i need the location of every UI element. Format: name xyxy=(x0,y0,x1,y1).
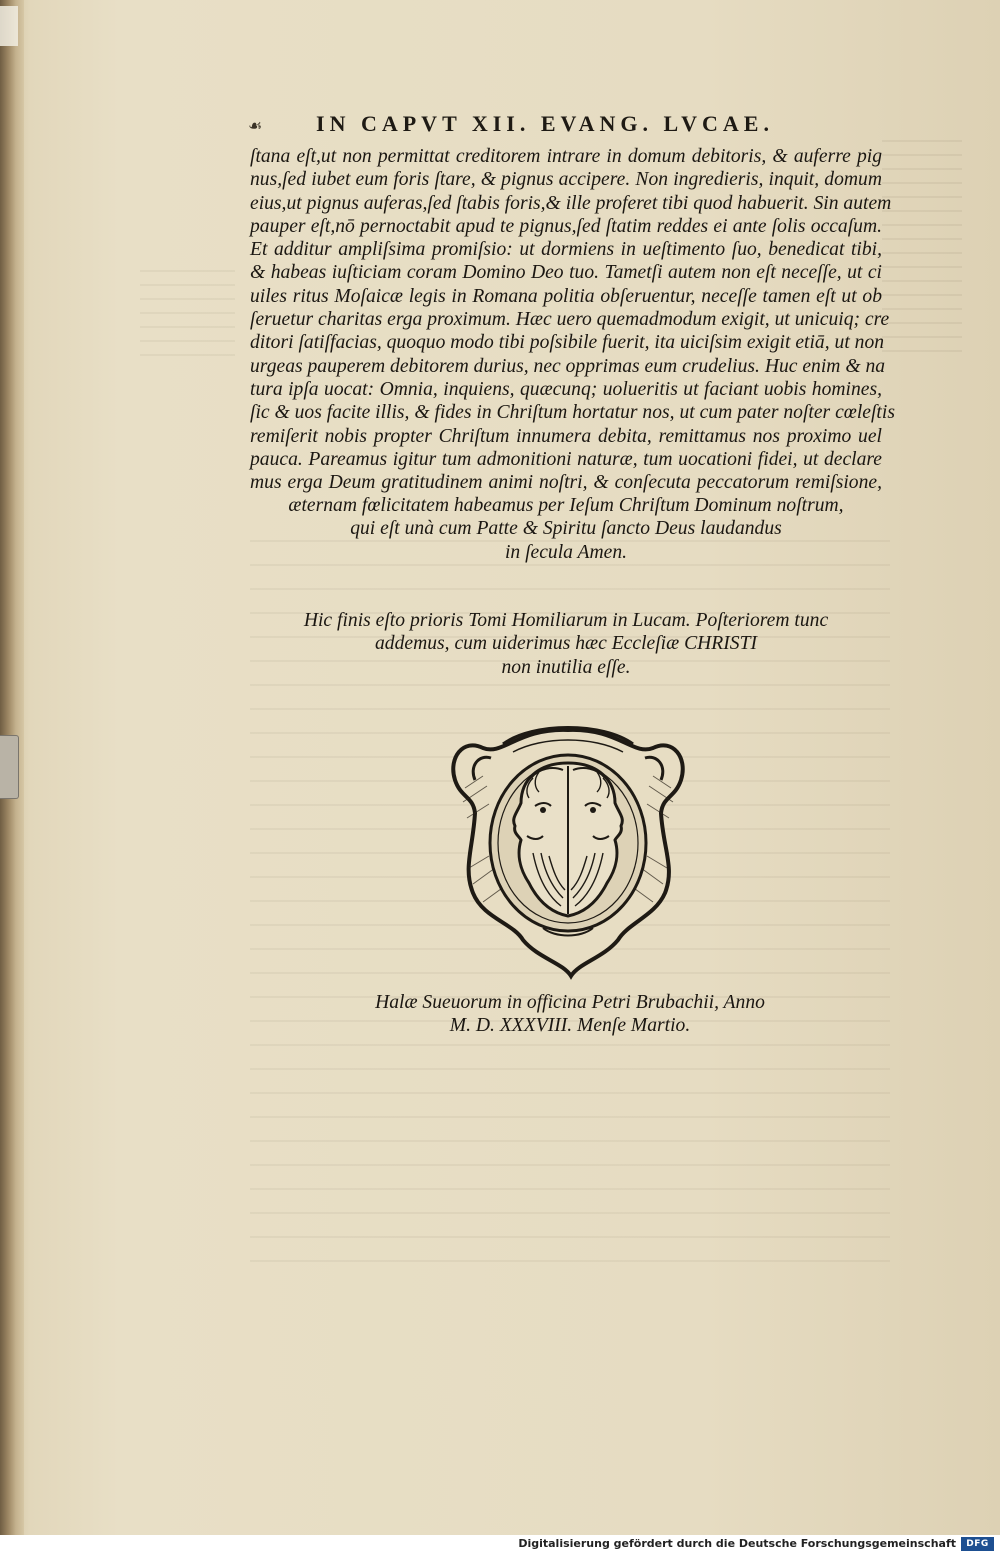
tape-strip xyxy=(0,6,18,46)
text-line: æternam fœlicitatem habeamus per Ieſum Chriſtum Dominum noſtrum, xyxy=(288,495,844,516)
text-line: remiſerit nobis propter Chriſtum innumera debita, remittamus nos proximo uel xyxy=(250,425,882,447)
text-line: uiles ritus Moſaicæ legis in Romana politia obſeruentur, neceſſe tamen eſt ut ob xyxy=(250,285,882,307)
text-line: in ſecula Amen. xyxy=(504,541,628,563)
bleed-through-margin-notes xyxy=(882,140,962,360)
colophon xyxy=(250,609,882,679)
printers-device-woodcut xyxy=(443,718,693,980)
text-line: ſeruetur charitas erga proximum. Hæc uero quemadmodum exigit, ut unicuiq; cre xyxy=(250,309,890,331)
funding-credit: Digitalisierung gefördert durch die Deutsche Forschungsgemeinschaft xyxy=(518,1537,956,1550)
imprint xyxy=(340,991,800,1038)
text-line: urgeas pauperem debitorem durius, nec opprimas eum crudelius. Huc enim & na xyxy=(250,355,886,377)
text-line: pauca. Pareamus igitur tum admonitioni naturæ, tum uocationi fidei, ut declare xyxy=(250,448,882,470)
text-line: pauper eſt,nō pernoctabit apud te pignus,ſed ſtatim reddes ei ante ſolis occaſum. xyxy=(250,215,882,237)
text-line: addemus, cum uiderimus hæc Eccleſiæ CHRISTI xyxy=(374,633,758,655)
text-line: Halæ Sueuorum in officina Petri Brubachii, Anno xyxy=(375,992,765,1013)
text-line: & habeas iuſticiam coram Domino Deo tuo. Tametſi autem non eſt neceſſe, ut ci xyxy=(250,262,882,284)
text-line: mus erga Deum gratitudinem animi noſtri, & conſecuta peccatorum remiſsione, xyxy=(250,472,882,494)
text-line: nus,ſed iubet eum foris ſtare, & pignus accipere. Non ingredieris, inquit, domum xyxy=(250,169,882,191)
text-line: Et additur ampliſsima promiſsio: ut dormiens in ueſtimento ſuo, benedicat tibi, xyxy=(250,239,882,261)
text-line: qui eſt unà cum Patte & Spiritu ſancto Deus laudandus xyxy=(350,518,782,540)
text-line: M. D. XXXVIII. Menſe Martio. xyxy=(449,1015,691,1037)
body-text xyxy=(250,145,895,494)
text-line: Hic finis eſto prioris Tomi Homiliarum in Lucam. Poſteriorem tunc xyxy=(303,610,829,631)
bleed-through-margin-notes-left xyxy=(140,270,235,360)
closing-prayer xyxy=(250,494,882,564)
text-line: eius,ut pignus auferas,ſed ſtabis foris,& ille proferet tibi quod habuerit. Sin autem xyxy=(250,192,892,214)
text-line: non inutilia eſſe. xyxy=(501,656,631,678)
page-clip xyxy=(0,735,19,799)
text-line: ſtana eſt,ut non permittat creditorem intrare in domum debitoris, & auferre pig xyxy=(250,146,882,167)
running-head: IN CAPVT XII. EVANG. LVCAE. xyxy=(316,111,774,136)
text-line: tura ipſa uocat: Omnia, inquiens, quæcunq; uolueritis ut faciant uobis homines, xyxy=(250,378,882,400)
dfg-logo: DFG xyxy=(961,1537,994,1551)
ornament-mark: ☙ xyxy=(248,118,263,135)
digitization-footer xyxy=(0,1535,1000,1553)
text-line: ditori ſatiſfacias, quoquo modo tibi poſsibile fuerit, ita uiciſsim exigit etiā, ut non xyxy=(250,332,885,354)
text-line: ſic & uos facite illis, & fides in Chriſtum hortatur nos, ut cum pater noſter cœleſtis xyxy=(250,402,895,424)
